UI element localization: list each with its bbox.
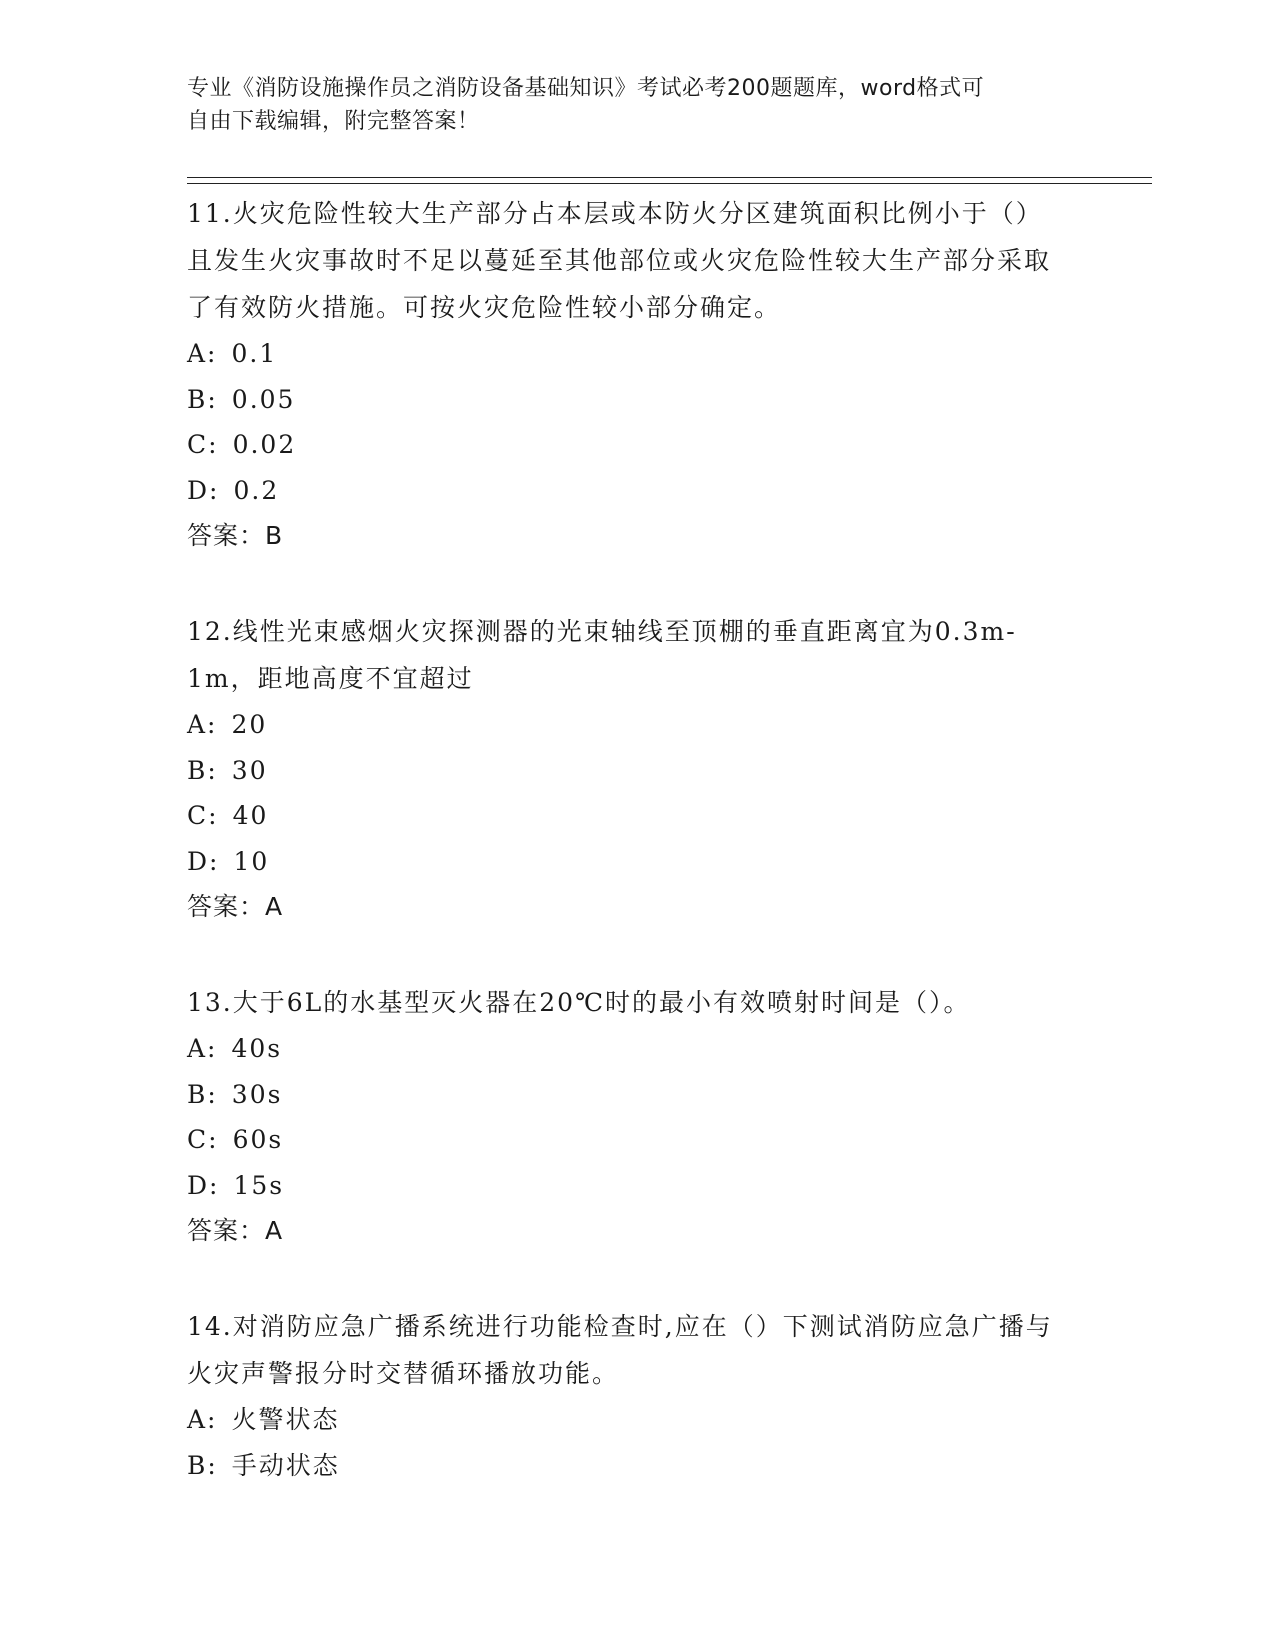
option-d — [187, 1163, 1087, 1209]
question-14 — [187, 1300, 1087, 1488]
option-b — [187, 377, 1087, 423]
header-line-1: 专业《消防设施操作员之消防设备基础知识》考试必考200题题库，word格式可 — [187, 76, 985, 101]
question-12 — [187, 605, 1087, 930]
option-letter: B: — [187, 1079, 218, 1109]
header-rule-bottom — [187, 183, 1152, 184]
option-letter: C: — [187, 801, 219, 830]
option-letter: A: — [187, 710, 218, 739]
option-letter: D: — [187, 475, 220, 505]
answer-line: 答案：A — [187, 892, 284, 921]
option-text: 40s — [231, 1034, 283, 1063]
answer-line: 答案：B — [187, 521, 284, 550]
option-text: 0.02 — [232, 430, 297, 459]
answer-line: 答案：A — [187, 1216, 284, 1245]
option-a — [187, 331, 1087, 377]
option-a — [187, 1397, 1087, 1443]
option-letter: A: — [187, 339, 218, 368]
option-b — [187, 1443, 1087, 1489]
option-text: 15s — [233, 1170, 285, 1200]
option-letter: D: — [187, 846, 220, 876]
question-text: 13.大于6L的水基型灭火器在20℃时的最小有效喷射时间是（）。 — [187, 988, 971, 1017]
option-text: 0.05 — [231, 384, 296, 414]
option-a — [187, 702, 1087, 748]
option-text: 火警状态 — [231, 1405, 340, 1434]
option-letter: C: — [187, 430, 219, 459]
option-text: 30 — [231, 755, 268, 785]
question-list — [187, 187, 1087, 1534]
option-b — [187, 748, 1087, 794]
header-line-2: 自由下载编辑，附完整答案！ — [187, 109, 480, 134]
option-text: 0.2 — [233, 475, 280, 505]
option-text: 10 — [233, 846, 270, 876]
option-d — [187, 839, 1087, 885]
option-letter: D: — [187, 1170, 220, 1200]
option-text: 40 — [232, 801, 269, 830]
option-letter: A: — [187, 1034, 218, 1063]
option-text: 60s — [232, 1125, 284, 1154]
option-text: 20 — [231, 710, 268, 739]
option-letter: B: — [187, 755, 218, 785]
option-c — [187, 793, 1087, 839]
option-letter: C: — [187, 1125, 219, 1154]
option-a — [187, 1026, 1087, 1072]
question-11 — [187, 187, 1087, 559]
option-text: 0.1 — [231, 339, 278, 368]
question-text: 11.火灾危险性较大生产部分占本层或本防火分区建筑面积比例小于（）且发生火灾事故时不足以蔓延至其他部位或火灾危险性较大生产部分采取了有效防火措施。可按火灾危险性较小部分确定。 — [187, 199, 1052, 322]
option-letter: B: — [187, 1450, 218, 1480]
option-b — [187, 1072, 1087, 1118]
question-text: 14.对消防应急广播系统进行功能检查时,应在（）下测试消防应急广播与火灾声警报分时交替循环播放功能。 — [187, 1312, 1053, 1388]
option-text: 手动状态 — [231, 1450, 340, 1480]
option-c — [187, 422, 1087, 468]
question-13 — [187, 976, 1087, 1254]
header-rule-top — [187, 177, 1152, 178]
option-letter: A: — [187, 1405, 218, 1434]
question-text: 12.线性光束感烟火灾探测器的光束轴线至顶棚的垂直距离宜为0.3m-1m，距地高度不宜超过 — [187, 617, 1017, 693]
document-header — [187, 72, 1067, 138]
option-letter: B: — [187, 384, 218, 414]
option-d — [187, 468, 1087, 514]
option-text: 30s — [231, 1079, 283, 1109]
option-c — [187, 1117, 1087, 1163]
